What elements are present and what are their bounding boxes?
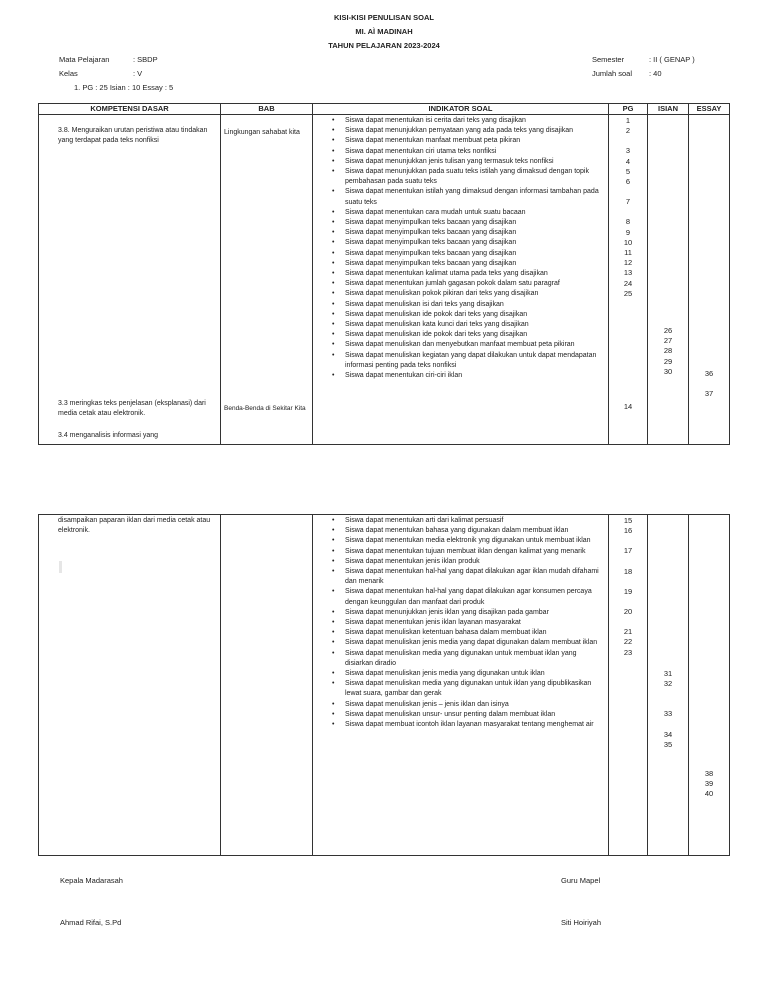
indicator-item: • Siswa dapat menyimpulkan teks bacaan yang disajikan xyxy=(313,259,604,269)
pg-cell xyxy=(609,115,648,445)
indicator-cell xyxy=(313,115,609,445)
question-number: 14 xyxy=(623,402,633,412)
question-counts: 1. PG : 25 Isian : 10 Essay : 5 xyxy=(74,83,174,92)
kd-3-4-continued: disampaikan paparan iklan dari media cetak atau elektronik. xyxy=(58,517,211,534)
question-number: 13 xyxy=(623,268,633,278)
question-number: 23 xyxy=(623,647,633,657)
total-questions-label: Jumlah soal xyxy=(592,69,633,78)
principal-name: Ahmad Rifai, S.Pd xyxy=(60,918,122,927)
indicator-item: • Siswa dapat menentukan jenis iklan layanan masyarakat xyxy=(313,618,604,628)
indicator-item: • Siswa dapat menyimpulkan teks bacaan yang disajikan xyxy=(313,249,604,259)
indicator-item: • Siswa dapat menuliskan ide pokok dari teks yang disajikan xyxy=(313,330,604,340)
indicator-item: • Siswa dapat menuliskan kegiatan yang dapat dilakukan untuk dapat mendapatan informasi penting pada teks nonfiksi xyxy=(313,351,604,371)
question-number: 6 xyxy=(625,177,631,187)
indicator-item: • Siswa dapat menyimpulkan teks bacaan yang disajikan xyxy=(313,228,604,238)
question-number: 20 xyxy=(623,607,633,617)
bab-benda: Benda-Benda di Sekitar Kita xyxy=(224,405,306,412)
indicator-item: • Siswa dapat menuliskan dan menyebutkan manfaat membuat peta pikiran xyxy=(313,340,604,350)
kd-cell xyxy=(39,515,221,856)
indicator-item: • Siswa dapat menuliskan kata kunci dari teks yang disajikan xyxy=(313,320,604,330)
semester-value: : II ( GENAP ) xyxy=(649,55,695,64)
indicator-item: • Siswa dapat menuliskan ketentuan bahasa dalam membuat iklan xyxy=(313,628,604,638)
indicator-list xyxy=(313,516,608,730)
question-number: 11 xyxy=(624,248,632,258)
question-number: 37 xyxy=(704,389,714,399)
question-number: 31 xyxy=(663,669,673,678)
question-number: 36 xyxy=(704,369,714,378)
indicator-item: • Siswa dapat menentukan tujuan membuat iklan dengan kalimat yang menarik xyxy=(313,547,604,557)
question-number: 7 xyxy=(625,197,631,207)
kd-3-8: 3.8. Menguraikan urutan peristiwa atau tindakan yang terdapat pada teks nonfiksi xyxy=(58,127,208,144)
indicator-item: • Siswa dapat menuliskan jenis media yang digunakan untuk iklan xyxy=(313,669,604,679)
indicator-list xyxy=(313,116,608,381)
pg-numbers xyxy=(609,516,647,658)
academic-year: TAHUN PELAJARAN 2023-2024 xyxy=(328,41,440,50)
kd-3-4: 3.4 menganalisis informasi yang xyxy=(58,432,158,439)
indicator-item: • Siswa dapat menentukan ciri-ciri iklan xyxy=(313,371,604,381)
isian-cell xyxy=(648,515,689,856)
subject-value: : SBDP xyxy=(133,55,158,64)
question-number: 33 xyxy=(663,709,673,719)
question-number: 21 xyxy=(623,627,633,637)
question-number: 24 xyxy=(623,278,633,288)
header-essay: ESSAY xyxy=(689,104,730,115)
question-number: 27 xyxy=(663,336,673,346)
class-label: Kelas xyxy=(59,69,78,78)
question-number: 2 xyxy=(625,126,631,136)
question-number: 35 xyxy=(663,739,673,749)
bab-cell xyxy=(221,515,313,856)
isian-numbers xyxy=(648,326,688,377)
indicator-item: • Siswa dapat menyimpulkan teks bacaan yang disajikan xyxy=(313,238,604,248)
question-number: 1 xyxy=(625,116,631,125)
indicator-item: • Siswa dapat menentukan jenis iklan produk xyxy=(313,557,604,567)
question-number: 22 xyxy=(623,637,633,647)
indicator-item: • Siswa dapat menunjukkan pernyataan yang ada pada teks yang disajikan xyxy=(313,126,604,136)
question-number: 32 xyxy=(663,679,673,689)
indicator-item: • Siswa dapat menunjukkan jenis tulisan yang termasuk teks nonfiksi xyxy=(313,157,604,167)
kd-3-3: 3.3 meringkas teks penjelasan (eksplanasi) dari media cetak atau elektronik. xyxy=(58,400,206,417)
question-number: 19 xyxy=(623,586,633,596)
faint-mark xyxy=(59,561,62,573)
question-number: 29 xyxy=(663,356,673,366)
question-number: 12 xyxy=(623,258,633,268)
essay-numbers xyxy=(689,769,729,800)
indicator-cell xyxy=(313,515,609,856)
question-number: 4 xyxy=(625,156,631,166)
question-number: 15 xyxy=(623,516,633,525)
total-questions-value: : 40 xyxy=(649,69,662,78)
question-number: 28 xyxy=(663,346,673,356)
indicator-item: • Siswa dapat menentukan kalimat utama pada teks yang disajikan xyxy=(313,269,604,279)
question-number: 5 xyxy=(625,166,631,176)
header-pg: PG xyxy=(609,104,648,115)
indicator-item: • Siswa dapat menentukan cara mudah untuk suatu bacaan xyxy=(313,208,604,218)
kd-cell xyxy=(39,115,221,445)
teacher-name: Siti Hoiriyah xyxy=(561,918,602,927)
doc-title: KISI-KISI PENULISAN SOAL xyxy=(333,13,434,22)
question-number: 10 xyxy=(623,237,633,247)
indicator-item: • Siswa dapat menentukan bahasa yang digunakan dalam membuat iklan xyxy=(313,526,604,536)
school-name: MI. AÌ MADINAH xyxy=(355,27,413,36)
isian-cell xyxy=(648,115,689,445)
question-number: 8 xyxy=(625,217,631,227)
header-bab: BAB xyxy=(221,104,313,115)
teacher-title: Guru Mapel xyxy=(561,876,601,885)
header-kd: KOMPETENSI DASAR xyxy=(39,104,221,115)
question-number: 34 xyxy=(663,729,673,739)
indicator-item: • Siswa dapat menuliskan isi dari teks yang disajikan xyxy=(313,300,604,310)
question-number: 9 xyxy=(625,227,631,237)
grid-table-2 xyxy=(38,514,730,856)
essay-numbers xyxy=(689,369,729,399)
indicator-item: • Siswa dapat menuliskan jenis – jenis iklan dan isinya xyxy=(313,700,604,710)
question-number: 38 xyxy=(704,769,714,778)
question-number: 18 xyxy=(623,566,633,576)
class-value: : V xyxy=(133,69,143,78)
question-number: 39 xyxy=(704,779,714,789)
principal-title: Kepala Madarasah xyxy=(60,876,123,885)
question-number: 3 xyxy=(625,146,631,156)
question-number: 30 xyxy=(663,366,673,376)
indicator-item: • Siswa dapat menentukan jumlah gagasan pokok dalam satu paragraf xyxy=(313,279,604,289)
header-indicator: INDIKATOR SOAL xyxy=(313,104,609,115)
isian-numbers xyxy=(648,669,688,750)
indicator-item: • Siswa dapat menunjukkan pada suatu teks istilah yang dimaksud dengan topik pembahasan pada suatu teks xyxy=(313,167,604,187)
subject-label: Mata Pelajaran xyxy=(59,55,110,64)
essay-cell xyxy=(689,115,730,445)
indicator-item: • Siswa dapat menuliskan media yang digunakan untuk membuat iklan yang disiarkan diradio xyxy=(313,649,604,669)
indicator-item: • Siswa dapat menentukan hal-hal yang dapat dilakukan agar iklan mudah difahami dan menarik xyxy=(313,567,604,587)
question-number: 25 xyxy=(623,288,633,298)
indicator-item: • Siswa dapat menuliskan ide pokok dari teks yang disajikan xyxy=(313,310,604,320)
question-number: 40 xyxy=(704,789,714,799)
indicator-item: • Siswa dapat menuliskan jenis media yang dapat digunakan dalam membuat iklan xyxy=(313,638,604,648)
indicator-item: • Siswa dapat menentukan arti dari kalimat persuasif xyxy=(313,516,604,526)
question-number: 26 xyxy=(663,326,673,335)
indicator-item: • Siswa dapat membuat icontoh iklan layanan masyarakat tentang menghemat air xyxy=(313,720,604,730)
pg-cell xyxy=(609,515,648,856)
indicator-item: • Siswa dapat menentukan isi cerita dari teks yang disajikan xyxy=(313,116,604,126)
question-number: 16 xyxy=(623,526,633,536)
indicator-item: • Siswa dapat menentukan media elektronik yng digunakan untuk membuat iklan xyxy=(313,536,604,546)
indicator-item: • Siswa dapat menentukan istilah yang dimaksud dengan informasi tambahan pada suatu teks xyxy=(313,187,604,207)
question-number: 17 xyxy=(623,546,633,556)
indicator-item: • Siswa dapat menyimpulkan teks bacaan yang disajikan xyxy=(313,218,604,228)
indicator-item: • Siswa dapat menuliskan pokok pikiran dari teks yang disajikan xyxy=(313,289,604,299)
header-isian: ISIAN xyxy=(648,104,689,115)
indicator-item: • Siswa dapat menentukan manfaat membuat peta pikiran xyxy=(313,136,604,146)
pg-numbers xyxy=(609,116,647,412)
indicator-item: • Siswa dapat menentukan hal-hal yang dapat dilakukan agar konsumen percaya dengan keunggulan dan manfaat dari produk xyxy=(313,587,604,607)
semester-label: Semester xyxy=(592,55,625,64)
indicator-item: • Siswa dapat menunjukkan jenis iklan yang disajikan pada gambar xyxy=(313,608,604,618)
essay-cell xyxy=(689,515,730,856)
bab-cell xyxy=(221,115,313,445)
grid-table-1 xyxy=(38,103,730,445)
indicator-item: • Siswa dapat menentukan ciri utama teks nonfiksi xyxy=(313,147,604,157)
bab-lingkungan: Lingkungan sahabat kita xyxy=(224,129,300,136)
indicator-item: • Siswa dapat menuliskan unsur- unsur penting dalam membuat iklan xyxy=(313,710,604,720)
indicator-item: • Siswa dapat menuliskan media yang digunakan untuk iklan yang dipublikasikan lewat suara, gambar dan gerak xyxy=(313,679,604,699)
